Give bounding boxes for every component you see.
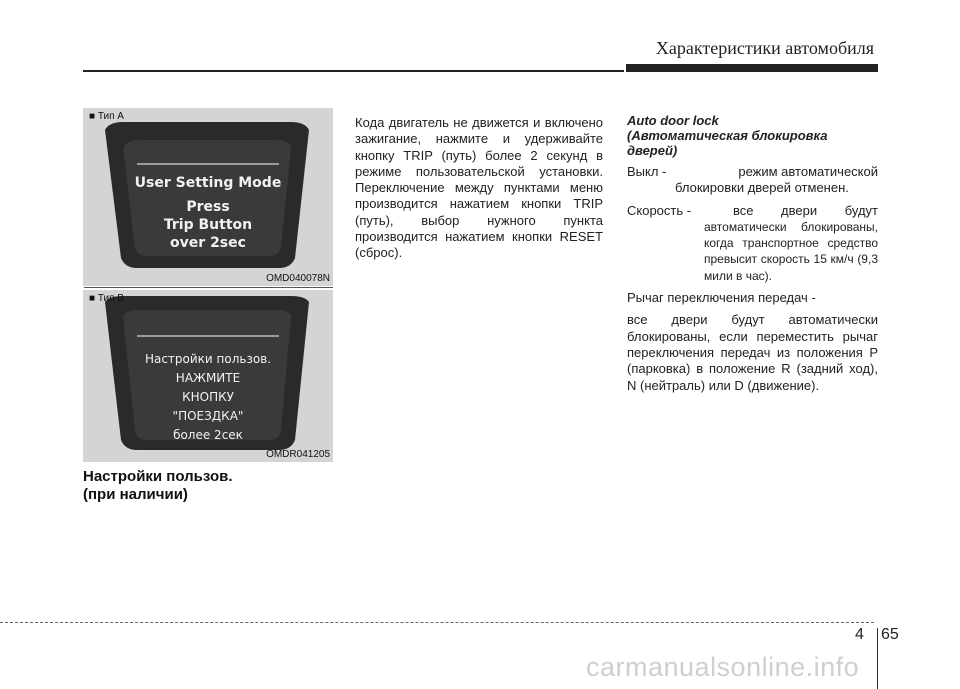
header-title: Характеристики автомобиля bbox=[655, 38, 874, 58]
section-number: 4 bbox=[855, 626, 864, 643]
header-rule bbox=[83, 70, 624, 72]
figure-type-a bbox=[83, 108, 333, 286]
footer-divider bbox=[877, 628, 878, 689]
figure-b-code: OMDR041205 bbox=[266, 449, 330, 460]
option-off: Выкл - режим автоматической bbox=[627, 164, 878, 179]
figure-caption: Настройки пользов. (при наличии) bbox=[83, 468, 233, 503]
option-off-desc: блокировки дверей отменен. bbox=[675, 180, 849, 196]
screen-a-title: User Setting Mode bbox=[134, 175, 282, 191]
figure-type-b bbox=[83, 290, 333, 462]
screen-a-lines: Press Trip Button over 2sec bbox=[163, 199, 253, 251]
figure-separator bbox=[84, 287, 333, 288]
figure-b-label: ■ Тип В bbox=[89, 293, 124, 304]
option-speed: Скорость - все двери будут bbox=[627, 202, 878, 218]
page-number: 65 bbox=[881, 626, 899, 643]
option-speed-desc: автоматически блокированы, когда транспортное средство превысит скорость 15 км/ч (9,3 мили в час). bbox=[704, 219, 878, 283]
option-shift-desc: все двери будут автоматически блокированы, если переместить рычаг переключения передач из положения P (парковка) в положение R (задний ход), N (нейтраль) или D (движение). bbox=[627, 312, 878, 393]
footer-dash-line bbox=[0, 622, 874, 623]
column-3 bbox=[627, 113, 878, 394]
figure-a-label: ■ Тип А bbox=[89, 111, 124, 122]
auto-door-lock-title-ru: (Автоматическая блокировка дверей) bbox=[627, 128, 828, 158]
figure-a-code: OMD040078N bbox=[266, 273, 330, 284]
column-2-text: Кода двигатель не движется и включено зажигание, нажмите и удерживайте кнопку TRIP (путь) более 2 секунд в режиме пользовательской установки. Переключение между пунктами меню производится нажатием кнопки TRIP (путь), выбор нужного пункта производится нажатием кнопки RESET (сброс). bbox=[355, 115, 603, 261]
header-bar bbox=[626, 64, 878, 72]
watermark: carmanualsonline.info bbox=[586, 652, 860, 682]
cluster-display-a bbox=[83, 108, 333, 286]
option-shift-title: Рычаг переключения передач - bbox=[627, 290, 816, 306]
auto-door-lock-title: Auto door lock bbox=[627, 113, 719, 128]
screen-b-lines: Настройки пользов. НАЖМИТЕ КНОПКУ "ПОЕЗДКА" более 2сек bbox=[144, 352, 272, 442]
